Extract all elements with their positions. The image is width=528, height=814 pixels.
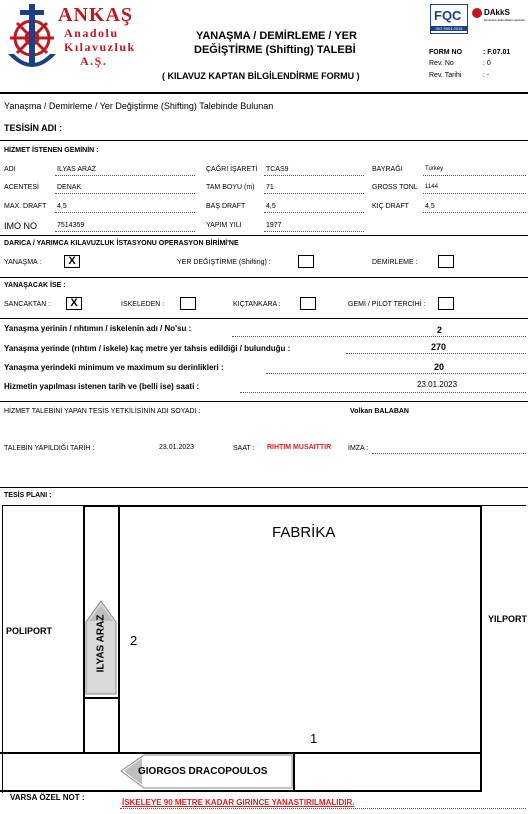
depth-label: Yanaşma yerindeki minimum ve maximum su derinlikleri : xyxy=(4,363,224,372)
callsign-field[interactable]: TCAS9 xyxy=(266,166,289,173)
berth-length-line xyxy=(346,353,526,354)
imo-line xyxy=(55,231,195,232)
anchoring-checkbox[interactable] xyxy=(438,255,454,268)
request-date-label: TALEBİN YAPILDIĞI TARİH : xyxy=(4,445,95,452)
fqc-logo: FQC ISO 9001:2015 xyxy=(430,4,468,34)
rev-no-label: Rev. No xyxy=(429,60,454,67)
preference-label: GEMİ / PİLOT TERCİHİ : xyxy=(348,301,426,308)
factory-label: FABRİKA xyxy=(272,524,336,541)
ship-name-horizontal: GIORGOS DRACOPOULOS xyxy=(138,766,268,777)
stern-draft-field[interactable]: 4,5 xyxy=(425,203,435,210)
signature-line[interactable] xyxy=(372,453,526,454)
starboard-checkbox[interactable]: X xyxy=(66,297,82,310)
pier-left-divider xyxy=(83,697,120,699)
flag-line xyxy=(423,175,526,176)
max-draft-line xyxy=(55,212,195,213)
rev-date-label: Rev. Tarihi xyxy=(429,72,462,79)
brand-line-3: A.Ş. xyxy=(80,54,108,68)
depth-value[interactable]: 20 xyxy=(434,362,445,372)
anchoring-label: DEMİRLEME : xyxy=(372,259,418,266)
official-name-label: HİZMET TALEBİNİ YAPAN TESİS YETKİLİSİNİN ADI SOYADI : xyxy=(4,408,201,415)
berth-name-label: Yanaşma yerinin / rıhtımın / iskelenin adı / No'su : xyxy=(4,324,192,333)
stern-label: KIÇTANKARA : xyxy=(233,301,281,308)
service-datetime-value[interactable]: 23.01.2023 xyxy=(417,380,458,389)
agent-line xyxy=(55,193,195,194)
company-logo xyxy=(4,2,154,82)
official-name-value[interactable]: Volkan BALABAN xyxy=(350,408,409,415)
form-no-label: FORM NO xyxy=(429,49,463,56)
signature-label: İMZA : xyxy=(348,445,369,452)
ship-wheel-anchor-icon xyxy=(4,4,60,76)
certification-logos xyxy=(430,4,526,38)
berth-number-2: 2 xyxy=(130,633,138,648)
portside-checkbox[interactable] xyxy=(180,297,196,310)
shifting-label: YER DEĞİŞTİRME (Shifting) : xyxy=(177,259,271,266)
year-line xyxy=(264,231,364,232)
length-field[interactable]: 71 xyxy=(266,184,274,191)
length-line xyxy=(264,193,364,194)
request-time-label: SAAT : xyxy=(233,445,255,452)
ship-name-field[interactable]: ILYAS ARAZ xyxy=(57,166,97,173)
imo-field[interactable]: 7514359 xyxy=(57,222,85,229)
bow-draft-line xyxy=(264,212,364,213)
portside-label: İSKELEDEN : xyxy=(121,301,165,308)
bow-draft-label: BAŞ DRAFT xyxy=(206,203,246,210)
divider xyxy=(0,401,528,402)
operation-section-title: DARICA / YARIMCA KILAVUZLUK İSTASYONU OPERASYON BİRİMİ'NE xyxy=(4,240,239,247)
ship-marker-horizontal[interactable] xyxy=(120,754,293,789)
plan-section-title: TESİS PLANI : xyxy=(4,492,52,499)
rev-no-value: : 0 xyxy=(483,60,491,67)
stern-draft-label: KIÇ DRAFT xyxy=(372,203,409,210)
callsign-line xyxy=(264,175,364,176)
flag-field[interactable]: Turkey xyxy=(425,166,444,172)
special-note-label: VARSA ÖZEL NOT : xyxy=(10,793,85,802)
divider xyxy=(0,318,528,319)
gross-label: GROSS TONL xyxy=(372,184,418,191)
dakks-mark-icon xyxy=(472,8,482,18)
berth-name-line xyxy=(232,336,526,337)
ship-marker-vertical[interactable] xyxy=(85,600,118,695)
west-neighbor-label: POLIPORT xyxy=(6,626,53,636)
divider xyxy=(0,235,528,236)
berth-length-label: Yanaşma yerinde (rıhtım / iskele) kaç metre yer tahsis edildiği / bulunduğu : xyxy=(4,344,291,353)
agent-label: ACENTESİ xyxy=(4,184,40,191)
agent-field[interactable]: DENAK xyxy=(57,184,82,191)
year-label: YAPIM YILI xyxy=(206,222,242,229)
divider xyxy=(0,277,528,278)
stern-checkbox[interactable] xyxy=(300,297,316,310)
form-title-line-2: DEĞİŞTİRME (Shifting) TALEBİ xyxy=(194,44,356,56)
special-note-line xyxy=(120,808,526,809)
brand-line-1: Anadolu xyxy=(64,26,119,40)
request-intro: Yanaşma / Demirleme / Yer Değiştirme (Shifting) Talebinde Bulunan xyxy=(4,101,274,111)
starboard-label: SANCAKTAN : xyxy=(4,301,51,308)
form-no-value: : F.07.01 xyxy=(483,49,511,56)
berthing-label: YANAŞMA : xyxy=(4,259,42,266)
length-label: TAM BOYU (m) xyxy=(206,184,255,191)
imo-label: IMO NO xyxy=(4,221,37,231)
side-section-title: YANAŞACAK İSE : xyxy=(4,282,66,289)
gross-field[interactable]: 1144 xyxy=(425,184,438,190)
berth-number-1: 1 xyxy=(310,731,318,746)
pier-bottom-divider xyxy=(293,752,295,792)
east-neighbor-label: YILPORT xyxy=(488,614,528,624)
ship-name-line xyxy=(55,175,195,176)
divider xyxy=(0,92,528,94)
preference-checkbox[interactable] xyxy=(438,297,454,310)
brand-name: ANKAŞ xyxy=(58,4,134,26)
ship-section-title: HİZMET İSTENEN GEMİNİN : xyxy=(4,147,99,154)
brand-line-2: Kılavuzluk xyxy=(64,40,136,54)
dakks-logo: DAkkS Deutsche Akkreditierungsstelle xyxy=(472,6,526,34)
berthing-checkbox[interactable]: X xyxy=(64,255,80,268)
ship-name-vertical: ILYAS ARAZ xyxy=(95,614,107,673)
request-date-value[interactable]: 23.01.2023 xyxy=(159,444,195,451)
service-datetime-label: Hizmetin yapılması istenen tarih ve (belli ise) saati : xyxy=(4,382,200,391)
factory-outline xyxy=(118,505,482,754)
gross-line xyxy=(423,193,526,194)
divider xyxy=(0,487,528,488)
year-field[interactable]: 1977 xyxy=(266,222,282,229)
request-time-value[interactable]: RIHTIM MUSAITTIR xyxy=(267,444,332,451)
form-subtitle: ( KILAVUZ KAPTAN BİLGİLENDİRME FORMU ) xyxy=(162,71,360,81)
form-title-line-1: YANAŞMA / DEMİRLEME / YER xyxy=(196,30,357,42)
rev-date-value: : - xyxy=(483,72,490,79)
service-datetime-line xyxy=(240,392,526,393)
max-draft-label: MAX. DRAFT xyxy=(4,203,47,210)
special-note-value[interactable]: İSKELEYE 90 METRE KADAR GIRINCE YANASTIRILMALIDIR. xyxy=(122,798,355,807)
divider xyxy=(0,140,528,141)
flag-label: BAYRAĞI xyxy=(372,166,403,173)
bow-draft-field[interactable]: 4,5 xyxy=(266,203,276,210)
shifting-checkbox[interactable] xyxy=(298,255,314,268)
facility-name-label: TESİSİN ADI : xyxy=(4,123,63,133)
ship-name-label: ADI xyxy=(4,166,16,173)
berth-length-value[interactable]: 270 xyxy=(431,342,447,352)
berth-name-value[interactable]: 2 xyxy=(437,325,443,335)
max-draft-field[interactable]: 4,5 xyxy=(57,203,67,210)
stern-draft-line xyxy=(423,212,526,213)
depth-line xyxy=(266,373,526,374)
callsign-label: ÇAĞRI İŞARETİ xyxy=(206,166,258,173)
